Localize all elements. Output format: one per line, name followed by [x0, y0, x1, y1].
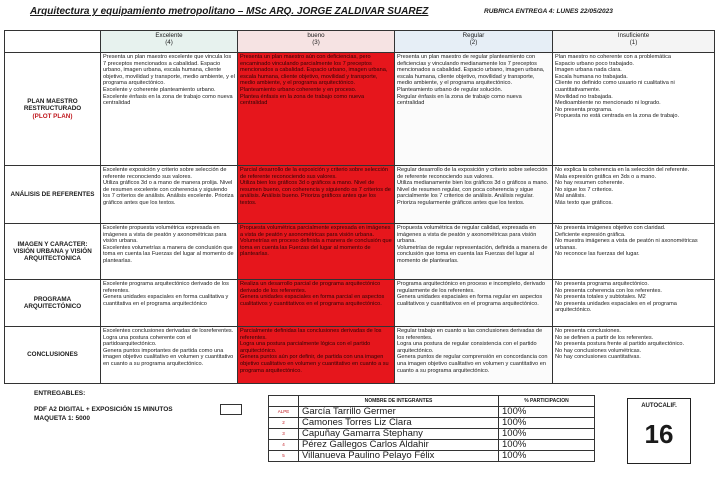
member-name: Villanueva Paulino Pelayo Félix	[299, 451, 499, 462]
rubric-date: RUBRICA ENTREGA 4: LUNES 22/05/2023	[484, 8, 613, 15]
deliverable-maqueta: MAQUETA 1: 5000	[34, 415, 90, 422]
member-participation: 100%	[499, 451, 595, 462]
criterion-cell	[5, 224, 101, 280]
member-row	[269, 429, 595, 440]
deliverable-pdf: PDF A2 DIGITAL + EXPOSICIÓN 15 MINUTOS	[34, 406, 173, 413]
member-row	[269, 451, 595, 462]
member-number: ALPE	[269, 407, 299, 418]
criterion-cell	[5, 280, 101, 327]
cell-insuficiente: Plan maestro no coherente con a problemática Espacio urbano poco trabajado. Imagen urbana nada clara. Escala humana no trabajada. Cliente no definido como usuario ni cualitativa ni cuantitativamente. Movilidad no trabajada. Medioambiente no mencionado ni logrado. No presenta programa. Propuesta no está centrada en la zona de trabajo.	[553, 53, 715, 166]
criterion-cell	[5, 166, 101, 224]
members-name-header: NOMBRE DE INTEGRANTES	[299, 396, 499, 407]
rubric-row-referentes	[5, 166, 715, 224]
member-row	[269, 407, 595, 418]
rubric-row-plan-maestro	[5, 53, 715, 166]
rubric-header-row	[5, 31, 715, 53]
members-pct-header: % PARTICIPACION	[499, 396, 595, 407]
cell-excelente: Presenta un plan maestro excelente que vincula los 7 preceptos mencionados a cabalidad. Espacio urbano, imagen urbana, escala humana, cliente objetivo, movilidad y transporte, medio ambiente, y el programa arquitectónico. Excelente y coherente planteamiento urbano. Excelente énfasis en la zona de trabajo como nueva centralidad	[101, 53, 238, 166]
member-number: 5	[269, 451, 299, 462]
cell-bueno-selected: Parcialmente definidas las conclusiones derivadas de los referentes. Logra una postura parcialmente lógica con el partido arquitectónico. Genera puntos aún por definir, de partida con una imagen objetivo cualitativo en volumen y cuantitativo en cuanto a su programa arquitectónico.	[238, 327, 395, 384]
column-label: Excelente	[155, 32, 183, 39]
cell-regular: Programa arquitectónico en proceso e incompleto, derivado regularmente de los referentes. Genera unidades espaciales en forma regular en aspectos cualitativos y cuantitativos en el programa arquitectónico.	[395, 280, 553, 327]
deliverable-checkbox[interactable]	[220, 404, 242, 415]
column-score: (3)	[312, 39, 320, 46]
self-grade-value: 16	[644, 419, 674, 449]
cell-regular: Regular desarrollo de la exposición y criterio sobre selección de referente reconociendo sus valores. Utiliza medianamente bien los gráficos 3d o gráficos a mano. Nivel de resumen regular, con poca coherencia y sigue parcialmente los 7 criterios de análisis. Análisis regular. Prioriza regularmente gráficos antes que los textos.	[395, 166, 553, 224]
member-number: 2	[269, 418, 299, 429]
column-regular	[395, 31, 553, 53]
deliverables-heading: ENTREGABLES:	[34, 390, 86, 397]
member-number: 3	[269, 429, 299, 440]
column-bueno	[238, 31, 395, 53]
column-score: (1)	[629, 39, 638, 46]
member-row	[269, 440, 595, 451]
criterion-label: IMAGEN Y CARACTER: VISIÓN URBANA y VISIÓN ARQUITECTONICA	[13, 240, 92, 263]
members-table	[268, 395, 595, 462]
cell-insuficiente: No presenta programa arquitectónico. No presenta coherencia con los referentes. No presenta totales y subtotales. M2 No presenta unidades espaciales en el programa arquitectónico.	[553, 280, 715, 327]
column-label: bueno	[307, 32, 325, 39]
members-header-row	[269, 396, 595, 407]
member-name: Pérez Gallegos Carlos Aldahir	[299, 440, 499, 451]
cell-excelente: Excelente propuesta volumétrica expresada en imágenes a vista de peatón y axonométricas para visión urbana. Excelentes volumetrías a manera de conclusión que toma en cuenta las Fuerzas del lugar al momento de plantearlas.	[101, 224, 238, 280]
criterion-label: PLAN MAESTRO RESTRUCTURADO	[23, 98, 82, 113]
member-number: 4	[269, 440, 299, 451]
cell-insuficiente: No explica la coherencia en la selección del referente. Mala expresión gráfica en 3ds o a mano. No hay resumen coherente. No sigue los 7 criterios. Mal análisis. Más texto que gráficos.	[553, 166, 715, 224]
self-grade-label: AUTOCALIF.	[641, 403, 677, 409]
cell-bueno-selected: Presenta un plan maestro aún con deficiencias, pero encaminado vinculando parcialmente los 7 preceptos mencionados a cabalidad. Espacio urbano, imagen urbana, escala humana, cliente objetivo, movilidad y transporte, medio ambiente, y el programa arquitectónico. Planteamiento urbano coherente y en proceso. Plantea énfasis en la zona de trabajo como nueva centralidad	[238, 53, 395, 166]
rubric-row-conclusiones	[5, 327, 715, 384]
document-title: Arquitectura y equipamiento metropolitano – MSc ARQ. JORGE ZALDIVAR SUAREZ	[30, 6, 429, 17]
member-name: García Tarrillo Germer	[299, 407, 499, 418]
cell-regular: Regular trabajo en cuanto a las conclusiones derivadas de los referentes. Logra una postura de regular consistencia con el partido arquitectónico. Genera puntos de regular comprensión en concordancia con una imagen objetivo cualitativo en volumen y cuantitativo en cuanto a su programa arquitectónico.	[395, 327, 553, 384]
cell-insuficiente: No presenta conclusiones. No se definen a partir de los referentes. No presenta postura frente al partido arquitectónico. No hay conclusiones volumétricas. No hay conclusiones cuantitativas.	[553, 327, 715, 384]
criterion-cell	[5, 327, 101, 384]
column-insuficiente	[553, 31, 715, 53]
member-participation: 100%	[499, 440, 595, 451]
criteria-header	[5, 31, 101, 53]
cell-bueno-selected: Propuesta volumétrica parcialmente expresada en imágenes a vista de peatón y axonométricas para visión urbana. Volumetrías en proceso definida a manera de conclusión que toma en cuenta las Fuerzas del lugar al momento de plantearlas.	[238, 224, 395, 280]
criterion-label: ANÁLISIS DE REFERENTES	[10, 190, 95, 198]
cell-excelente: Excelente exposición y criterio sobre selección de referente reconociendo sus valores. Utiliza gráficos 3d o a mano de manera prolija. Nivel de resumen excelente con coherencia y siguiendo los 7 criterios de análisis. Análisis excelente. Prioriza gráficos antes que los textos.	[101, 166, 238, 224]
rubric-row-imagen-caracter	[5, 224, 715, 280]
cell-insuficiente: No presenta imágenes objetivo con claridad. Deficiente expresión gráfica. No muestra imágenes a vista de peatón ni axonométricas urbanas. No reconoce las fuerzas del lugar.	[553, 224, 715, 280]
cell-regular: Propuesta volumétrica de regular calidad, expresada en imágenes a vista de peatón y axonométricas para visión urbana. Volumetrías de regular representación, definida a manera de conclusión que toma en cuenta las Fuerzas del lugar al momento de plantearlas.	[395, 224, 553, 280]
cell-bueno-selected: Parcial desarrollo de la exposición y criterio sobre selección de referente reconociendo sus valores. Utiliza bien los gráficos 3d o gráficos a mano. Nivel de resumen bueno, con coherencia y siguiendo os 7 criterios de análisis. Análisis bueno. Prioriza gráficos antes que los textos.	[238, 166, 395, 224]
member-name: Capuñay Gamarra Stephany	[299, 429, 499, 440]
column-excelente	[101, 31, 238, 53]
self-grade-box	[627, 398, 691, 464]
criterion-sublabel: (PLOT PLAN)	[32, 112, 73, 120]
member-participation: 100%	[499, 407, 595, 418]
cell-regular: Presenta un plan maestro de regular planteamiento con deficiencias y vinculando medianamente los 7 preceptos mencionados a cabalidad. Espacio urbano, imagen urbana, escala humana, cliente objetivo, movilidad y transporte, medio ambiente, y el programa arquitectónico. Planteamiento urbano de regular solución. Regular énfasis en la zona de trabajo como nueva centralidad	[395, 53, 553, 166]
column-score: (2)	[469, 39, 478, 46]
cell-bueno-selected: Realiza un desarrollo parcial de programa arquitectónico derivado de los referentes. Genera unidades espaciales en forma parcial en aspectos cualitativos y cuantitativos en el programa arquitectónico.	[238, 280, 395, 327]
criterion-label: PROGRAMA ARQUITECTÓNICO	[23, 295, 82, 310]
column-score: (4)	[165, 39, 173, 46]
column-label: Regular	[462, 32, 485, 39]
column-label: Insuficiente	[617, 32, 650, 39]
criterion-cell	[5, 53, 101, 166]
rubric-table	[4, 30, 715, 384]
member-participation: 100%	[499, 418, 595, 429]
members-num-header	[269, 396, 299, 407]
rubric-row-programa	[5, 280, 715, 327]
member-row	[269, 418, 595, 429]
criterion-label: CONCLUSIONES	[27, 351, 78, 359]
member-participation: 100%	[499, 429, 595, 440]
cell-excelente: Excelentes conclusiones derivadas de losreferentes. Logra una postura coherente con el partidoarquitectónico. Genera puntos importantes de partida como una imagen objetivo cualitativo en volumen y cuantitativo en cuanto a su programa arquitectónico.	[101, 327, 238, 384]
member-name: Camones Torres Liz Clara	[299, 418, 499, 429]
cell-excelente: Excelente programa arquitectónico derivado de los referentes. Genera unidades espaciales en forma cualitativa y cuantitativa en el programa arquitectónico	[101, 280, 238, 327]
